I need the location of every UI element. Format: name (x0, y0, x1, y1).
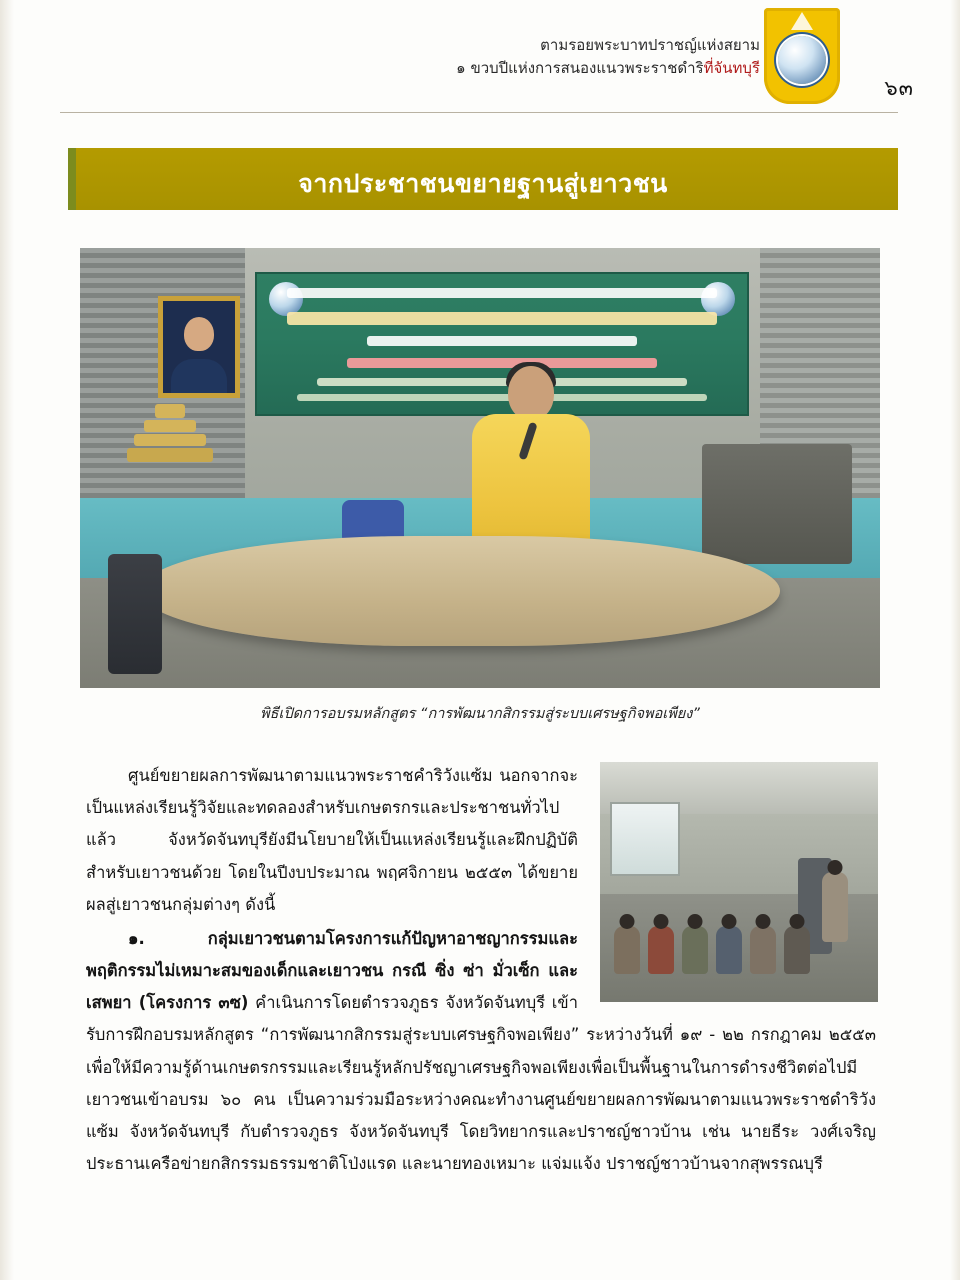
paragraph-2-rest: คำเนินการโดยตำรวจภูธร จังหวัดจันทบุรี เข้ารับการฝึกอบรมหลักสูตร “การพัฒนากสิกรรมสู่ระบบเศรษฐกิจพอเพียง” ระหว่างวันที่ ๑๙ - ๒๒ กรกฎาคม ๒๕๕๓ เพื่อให้มีความรู้ด้านเกษตรกรรมและเรียนรู้หลักปรัชญาเศรษฐกิจพอเพียงเพื่อเป็นพื้นฐานในการดำรงชีวิตต่อไปมีเยาวชนเข้าอบรม ๖๐ คน เป็นความร่วมมือระหว่างคณะทำงานศูนย์ขยายผลการพัฒนาตามแนวพระราชดำริวังแซ้ม จังหวัดจันทบุรี กับตำรวจภูธร จังหวัดจันทบุรี โดยวิทยากรและปราชญ์ชาวบ้าน เช่น นายธีระ วงศ์เจริญ ประธานเครือข่ายกสิกรรมธรรมชาติโป่งแรด และนายทองเหมาะ แจ่มแจ้ง ปราชญ์ชาวบ้านจากสุพรรณบุรี (86, 993, 876, 1174)
speaker-head-shape (508, 366, 554, 420)
page-title: จากประชาชนขยายฐานสู่เยาวชน (298, 169, 668, 198)
altar-tier (127, 448, 213, 462)
page-header (0, 0, 960, 120)
banner-text-line (287, 288, 717, 298)
header-running-title (456, 34, 760, 79)
paragraph-2-lead: ๑. กลุ่มเยาวชนตามโครงการแก้ปัญหาอาชญากรรมและพฤติกรรมไม่เหมาะสมของเด็กและเยาวชน กรณี ซิ่ง ซ่า มั่วเซ็ก และเสพยา (โครงการ ๓ซ) (86, 928, 578, 1013)
header-line-2-accent: ที่จันทบุรี (703, 58, 760, 77)
photo-chair (342, 500, 404, 540)
altar-tier (155, 404, 185, 418)
portrait-body-shape (171, 359, 227, 393)
paragraph-1: ศูนย์ขยายผลการพัฒนาตามแนวพระราชคำริวังแซ้ม นอกจากจะเป็นแหล่งเรียนรู้วิจัยและทดลองสำหรับเกษตรกรและประชาชนทั่วไปแล้ว จังหวัดจันทบุรียังมีนโยบายให้เป็นแหล่งเรียนรู้และฝึกปฏิบัติสำหรับเยาวชนด้วย โดยในปีงบประมาณ พฤศจิกายน ๒๕๕๓ ได้ขยายผลสู่เยาวชนกลุ่มต่างๆ ดังนี้ (86, 766, 578, 914)
altar-tier (134, 434, 206, 446)
section-title-banner (68, 148, 898, 210)
ceremonial-altar (126, 398, 214, 476)
banner-text-line (287, 312, 717, 325)
header-line-2 (456, 57, 760, 80)
royal-portrait-frame (158, 296, 240, 398)
photo-table (140, 536, 780, 646)
page-number: ๖๓ (884, 76, 914, 100)
royal-seal-icon (764, 8, 840, 104)
main-photo-caption: พิธีเปิดการอบรมหลักสูตร “การพัฒนากสิกรรมสู่ระบบเศรษฐกิจพอเพียง” (260, 706, 700, 722)
photo-audience-legs (108, 554, 162, 674)
portrait-face-shape (184, 317, 214, 351)
banner-text-line (367, 336, 637, 346)
photo-equipment (702, 444, 852, 564)
page-edge-left (0, 0, 14, 1280)
seal-emblem-shape (778, 36, 826, 84)
header-line-1: ตามรอยพระบาทปราชญ์แห่งสยาม (540, 36, 760, 54)
article-body (86, 760, 876, 1182)
header-line-2-prefix: ๑ ขวบปีแห่งการสนองแนวพระราชดำริ (456, 58, 704, 77)
text-wrap-spacer (578, 760, 876, 1012)
page-edge-right (950, 0, 960, 1280)
header-divider (60, 112, 898, 113)
altar-tier (144, 420, 196, 432)
seal-crown-shape (791, 12, 813, 30)
main-photograph (80, 248, 880, 688)
